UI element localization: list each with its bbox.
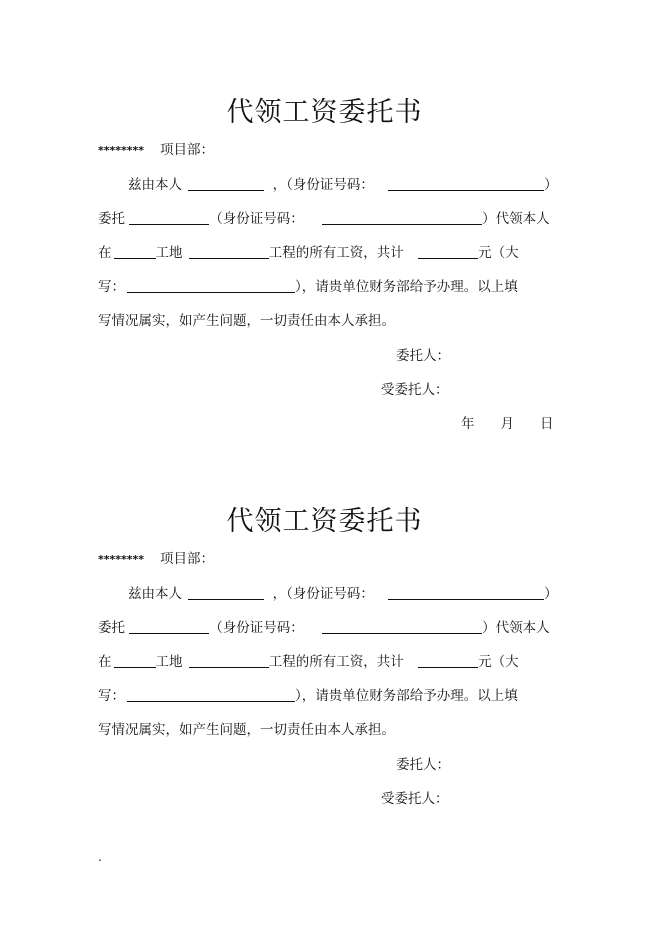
project-blank[interactable] <box>189 244 269 259</box>
text-segment: 工地 <box>155 654 183 670</box>
agent-name-blank[interactable] <box>129 210 209 225</box>
text-segment: 委托 <box>98 620 125 636</box>
line-amount-words <box>98 686 518 706</box>
project-name-mask: ******** <box>98 144 145 157</box>
agent-id-blank[interactable] <box>322 619 482 634</box>
text-segment: （身份证号码： <box>209 211 304 227</box>
site-blank[interactable] <box>114 244 156 259</box>
line-site <box>98 652 519 672</box>
principal-id-blank[interactable] <box>388 176 544 191</box>
project-label: 项目部： <box>160 551 215 567</box>
text-segment: 委托 <box>98 211 125 227</box>
text-segment: ）代领本人 <box>482 211 550 227</box>
text-segment: 工程的所有工资，共计 <box>268 245 404 261</box>
principal-name-blank[interactable] <box>188 585 264 600</box>
text-segment: 在 <box>98 654 112 670</box>
agent-signature-label: 受委托人： <box>381 382 449 398</box>
project-name-mask: ******** <box>98 553 145 566</box>
line-principal <box>128 584 558 604</box>
site-blank[interactable] <box>114 653 156 668</box>
text-segment: ），请贵单位财务部给予办理。以上填 <box>295 688 518 704</box>
principal-signature-label: 委托人： <box>396 757 450 773</box>
footer-mark: . <box>98 850 102 864</box>
text-segment: 工程的所有工资，共计 <box>268 654 404 670</box>
date-day-label: 日 <box>540 416 554 432</box>
text-segment: ），请贵单位财务部给予办理。以上填 <box>295 279 518 295</box>
project-blank[interactable] <box>189 653 269 668</box>
line-amount-words <box>98 277 518 297</box>
project-line <box>98 140 214 161</box>
principal-signature-label: 委托人： <box>396 348 450 364</box>
text-segment: 工地 <box>155 245 183 261</box>
line-site <box>98 243 519 263</box>
date-year-label: 年 <box>461 416 475 432</box>
line-statement: 写情况属实，如产生问题，一切责任由本人承担。 <box>98 313 395 329</box>
text-segment: 元（大 <box>478 245 519 261</box>
line-agent <box>98 209 550 229</box>
principal-name-blank[interactable] <box>188 176 264 191</box>
date-month-label: 月 <box>500 416 514 432</box>
line-principal <box>128 175 558 195</box>
agent-signature-label: 受委托人： <box>381 791 449 807</box>
text-segment: 兹由本人 <box>128 586 182 602</box>
text-segment: 元（大 <box>478 654 519 670</box>
amount-blank[interactable] <box>418 653 478 668</box>
line-agent <box>98 618 550 638</box>
text-segment: 写： <box>98 279 125 295</box>
text-segment: （身份证号码： <box>209 620 304 636</box>
project-line <box>98 549 214 570</box>
text-segment: 写： <box>98 688 125 704</box>
authorization-form-1 <box>0 96 649 516</box>
amount-blank[interactable] <box>418 244 478 259</box>
text-segment: ） <box>544 586 558 602</box>
form-title: 代领工资委托书 <box>226 97 423 128</box>
text-segment: 在 <box>98 245 112 261</box>
agent-id-blank[interactable] <box>322 210 482 225</box>
principal-id-blank[interactable] <box>388 585 544 600</box>
amount-words-blank[interactable] <box>127 278 295 293</box>
text-segment: ，（身份证号码： <box>272 586 374 602</box>
text-segment: ）代领本人 <box>482 620 550 636</box>
amount-words-blank[interactable] <box>127 687 295 702</box>
text-segment: 兹由本人 <box>128 177 182 193</box>
text-segment: ，（身份证号码： <box>272 177 374 193</box>
form-title: 代领工资委托书 <box>226 506 423 537</box>
text-segment: ） <box>544 177 558 193</box>
date-line <box>461 414 554 434</box>
agent-name-blank[interactable] <box>129 619 209 634</box>
project-label: 项目部： <box>160 142 215 158</box>
line-statement: 写情况属实，如产生问题，一切责任由本人承担。 <box>98 722 395 738</box>
